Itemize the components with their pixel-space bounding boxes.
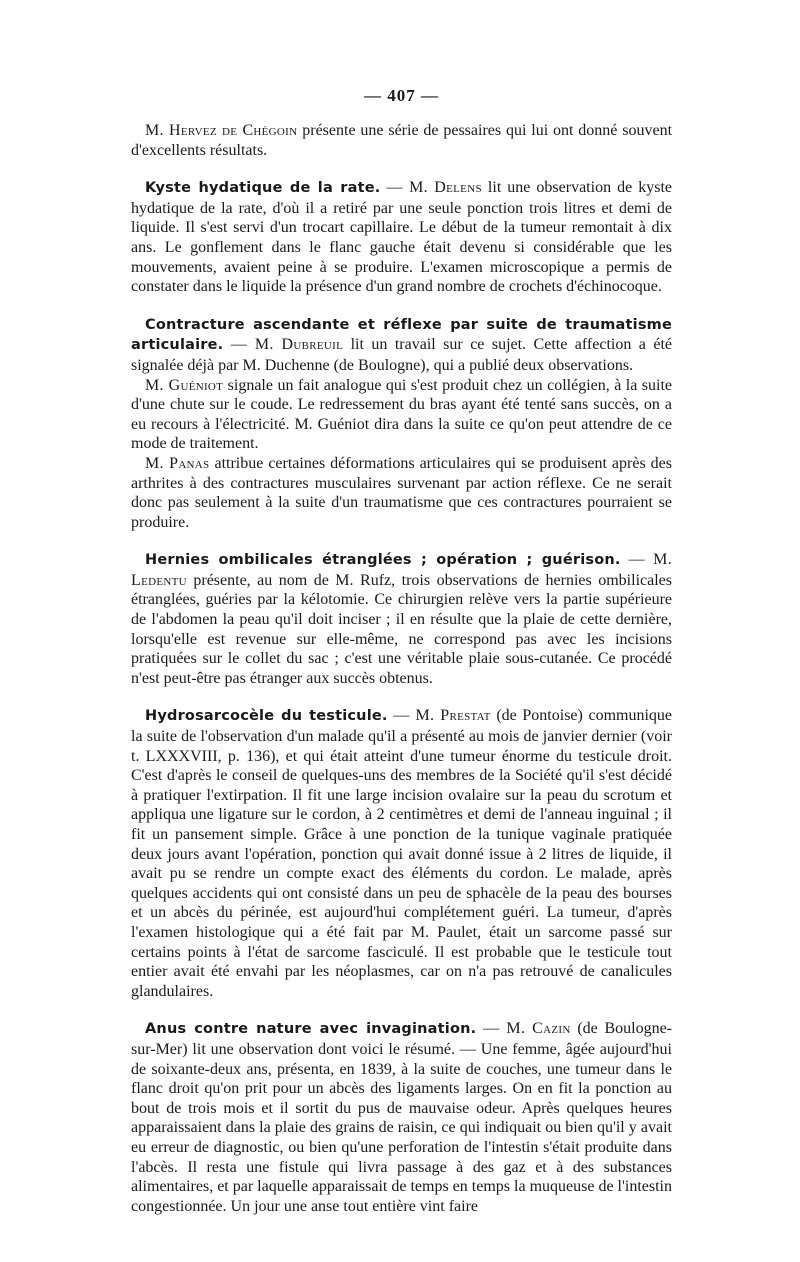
intro-text: présente une série de pessaires qui lui ont donné souvent d'excellents résultats. bbox=[131, 122, 673, 159]
section-paragraph bbox=[131, 550, 672, 688]
section-paragraph bbox=[131, 1019, 672, 1216]
section-hernies bbox=[131, 550, 672, 688]
paragraph-text: (de Pontoise) communique la suite de l'observation d'un malade qu'il a présenté au mois de janvier dernier (voir t. LXXXVIII, p. 136), et qui était atteint d'une tumeur énorme du testicule droit. C'est d'après le conseil de quelques-uns des membres de la Société qu'il s'est décidé à pratiquer l'extirpation. Il fit une large incision ovalaire sur la peau du scrotum et appliqua une ligature sur le cordon, à 2 centimètres et demi de l'anneau inguinal ; il fit un pansement simple. Grâce à une ponction de la tunique vaginale pratiquée deux jours avant l'opération, ponction qui avait donné issue à 2 litres de liquide, il avait pu se rendre un compte exact des éléments du cordon. Le malade, après quelques accidents qui ont consisté dans un peu de sphacèle de la peau des bourses et un abcès du périnée, est aujourd'hui complétement guéri. La tumeur, d'après l'examen histologique qui a été fait par M. Paulet, était un sarcome passé sur certains points à l'état de sarcome fasciculé. Il est probable que le testicule tout entier avait été envahi par les néoplasmes, car on n'a pas retrouvé de canalicules glandulaires. bbox=[131, 707, 673, 1000]
section-paragraph bbox=[131, 376, 672, 454]
paragraph-text: présente, au nom de M. Rufz, trois observations de hernies ombilicales étranglées, guéries par la kélotomie. Ce chirurgien relève vers la partie supérieure de l'abdomen la peau qu'il doit inciser ; il en résulte que la plaie de cette dernière, lorsqu'elle est revenue sur elle-même, ne correspond pas avec les incisions pratiquées sur le collet du sac ; c'est une véritable plaie sous-cutanée. Ce procédé n'est peut-être pas étranger aux succès obtenus. bbox=[131, 571, 672, 687]
paragraph-author: — M. Dubreuil bbox=[230, 336, 344, 354]
section-heading: Hydrosarcocèle du testicule. bbox=[145, 708, 388, 725]
paragraph-author: M. Panas bbox=[145, 454, 210, 472]
page-number: — 407 — bbox=[364, 86, 439, 105]
paragraph-author: — M. Ledentu bbox=[131, 551, 673, 589]
section-paragraph bbox=[131, 454, 672, 532]
section-paragraph bbox=[131, 315, 672, 376]
section-heading: Anus contre nature avec invagination. bbox=[145, 1021, 477, 1038]
intro-author: M. Hervez de Chégoin bbox=[145, 122, 298, 139]
paragraph-author: — M. Prestat bbox=[393, 707, 491, 725]
paragraph-text: lit un travail sur ce sujet. Cette affection a été signalée déjà par M. Duchenne (de Boulogne), qui a publié deux observations. bbox=[131, 336, 673, 374]
paragraph-text: signale un fait analogue qui s'est produit chez un collégien, à la suite d'une chute sur le coude. Le redressement du bras ayant été tenté sans succès, on a eu recours à l'électricité. M. Guéniot dira dans la suite ce qu'on peut attendre de ce mode de traitement. bbox=[131, 376, 673, 453]
paragraph-text: lit une observation de kyste hydatique de la rate, d'où il a retiré par une seule ponction trois litres et demi de liquide. Il s'est servi d'un trocart capillaire. Le début de la tumeur remontait à dix ans. Le gonflement dans le flanc gauche était devenu si considérable que les mouvements, avaient peine à se produire. L'examen microscopique a permis de constater dans le liquide la présence d'un grand nombre de crochets d'échinocoque. bbox=[131, 179, 673, 296]
section-heading: Hernies ombilicales étranglées ; opération ; guérison. bbox=[145, 552, 621, 569]
section-anus bbox=[131, 1019, 672, 1216]
section-paragraph bbox=[131, 706, 672, 1001]
section-hydrosarcocele bbox=[131, 706, 672, 1001]
paragraph-author: M. Guéniot bbox=[145, 376, 224, 394]
section-heading: Kyste hydatique de la rate. bbox=[145, 180, 381, 197]
paragraph-author: — M. Cazin bbox=[483, 1020, 571, 1038]
section-contracture bbox=[131, 315, 672, 533]
paragraph-text: (de Boulogne-sur-Mer) lit une observation dont voici le résumé. — Une femme, âgée aujourd'hui de soixante-deux ans, présenta, en 1839, à la suite de couches, une tumeur dans le flanc droit qu'on prit pour un abcès des ligaments larges. On en fit la ponction au bout de trois mois et il sortit du pus de mauvaise odeur. Après quelques heures apparaissaient dans la plaie des grains de raisin, ce qui indiquait ou bien qu'il y avait eu erreur de diagnostic, ou bien qu'une perforation de l'intestin s'était produite dans l'abcès. Il resta une fistule qui livra passage à des gaz et à des substances alimentaires, et par laquelle apparaissait de temps en temps la muqueuse de l'intestin congestionnée. Un jour une anse tout entière vint faire bbox=[131, 1020, 672, 1215]
section-kyste bbox=[131, 178, 672, 297]
section-heading: Contracture ascendante et réflexe par suite de traumatisme articulaire. bbox=[131, 316, 672, 354]
section-paragraph bbox=[131, 178, 672, 297]
paragraph-text: attribue certaines déformations articulaires qui se produisent après des arthrites à des contractures musculaires survenant par action réflexe. Ce ne serait donc pas seulement à la suite d'un traumatisme que ces contractures pourraient se produire. bbox=[131, 454, 672, 531]
paragraph-author: — M. Delens bbox=[386, 179, 482, 197]
intro-paragraph bbox=[131, 121, 672, 160]
